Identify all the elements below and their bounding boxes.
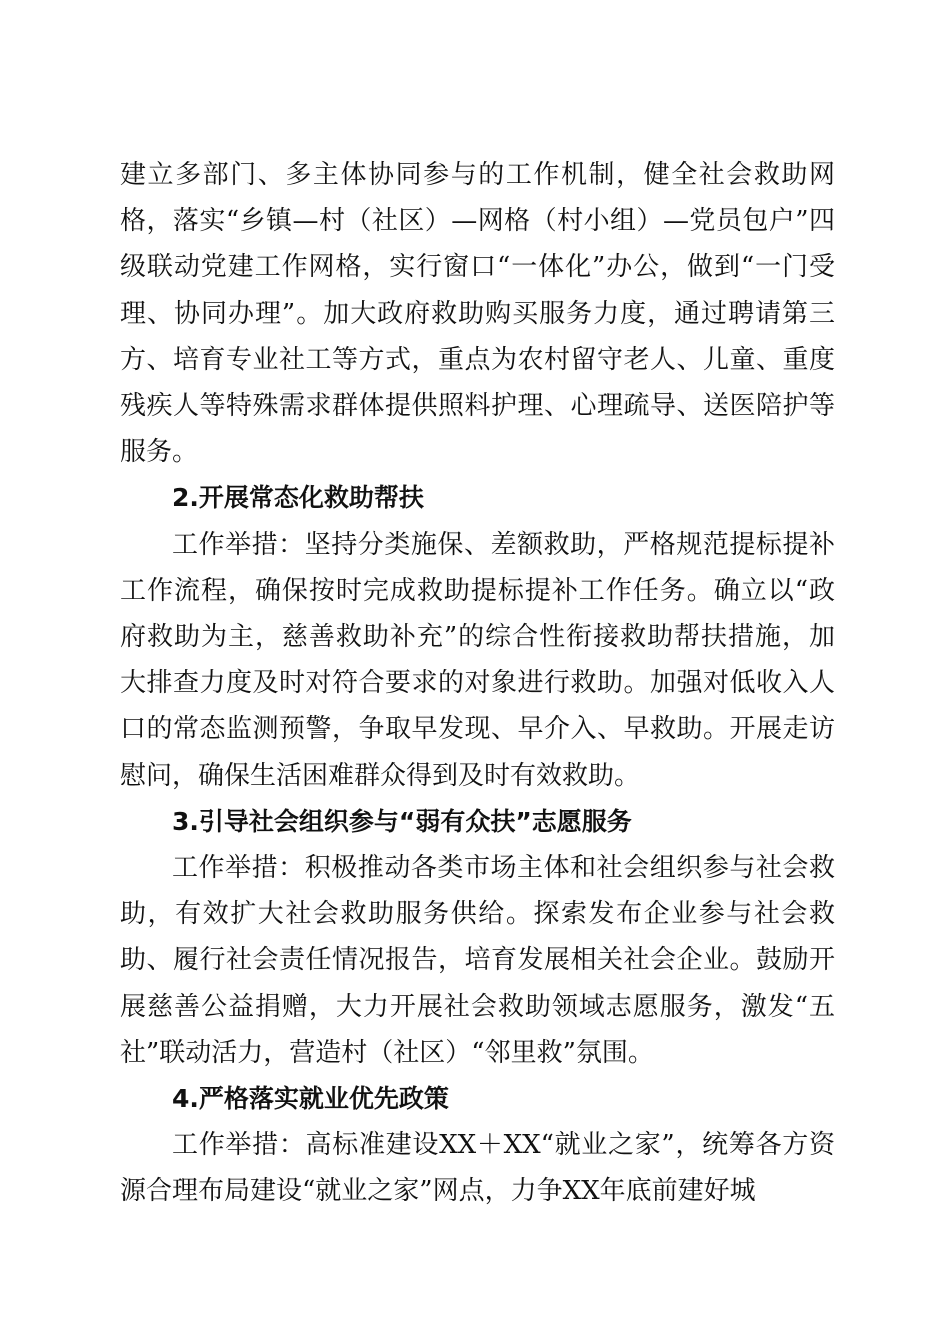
section-2-body: 工作举措：坚持分类施保、差额救助，严格规范提标提补工作流程，确保按时完成救助提标提补工作任务。确立以“政府救助为主，慈善救助补充”的综合性衔接救助帮扶措施，加大排查力度及时对符合要求的对象进行救助。加强对低收入人口的常态监测预警，争取早发现、早介入、早救助。开展走访慰问，确保生活困难群众得到及时有效救助。 xyxy=(120,529,835,791)
section-3-heading: 3.引导社会组织参与“弱有众扶”志愿服务 xyxy=(172,806,632,836)
section-4-body: 工作举措：高标准建设XX＋XX“就业之家”，统筹各方资源合理布局建设“就业之家”网点，力争XX年底前建好城 xyxy=(120,1130,835,1207)
document-page xyxy=(120,152,835,1215)
section-4-heading: 4.严格落实就业优先政策 xyxy=(172,1084,449,1114)
section-3-body: 工作举措：积极推动各类市场主体和社会组织参与社会救助，有效扩大社会救助服务供给。探索发布企业参与社会救助、履行社会责任情况报告，培育发展相关社会企业。鼓励开展慈善公益捐赠，大力开展社会救助领域志愿服务，激发“五社”联动活力，营造村（社区）“邻里救”氛围。 xyxy=(120,853,835,1068)
section-2-heading: 2.开展常态化救助帮扶 xyxy=(172,483,424,513)
intro-paragraph: 建立多部门、多主体协同参与的工作机制，健全社会救助网格，落实“乡镇—村（社区）—网格（村小组）—党员包户”四级联动党建工作网格，实行窗口“一体化”办公，做到“一门受理、协同办理”。加大政府救助购买服务力度，通过聘请第三方、培育专业社工等方式，重点为农村留守老人、儿童、重度残疾人等特殊需求群体提供照料护理、心理疏导、送医陪护等服务。 xyxy=(120,160,835,468)
